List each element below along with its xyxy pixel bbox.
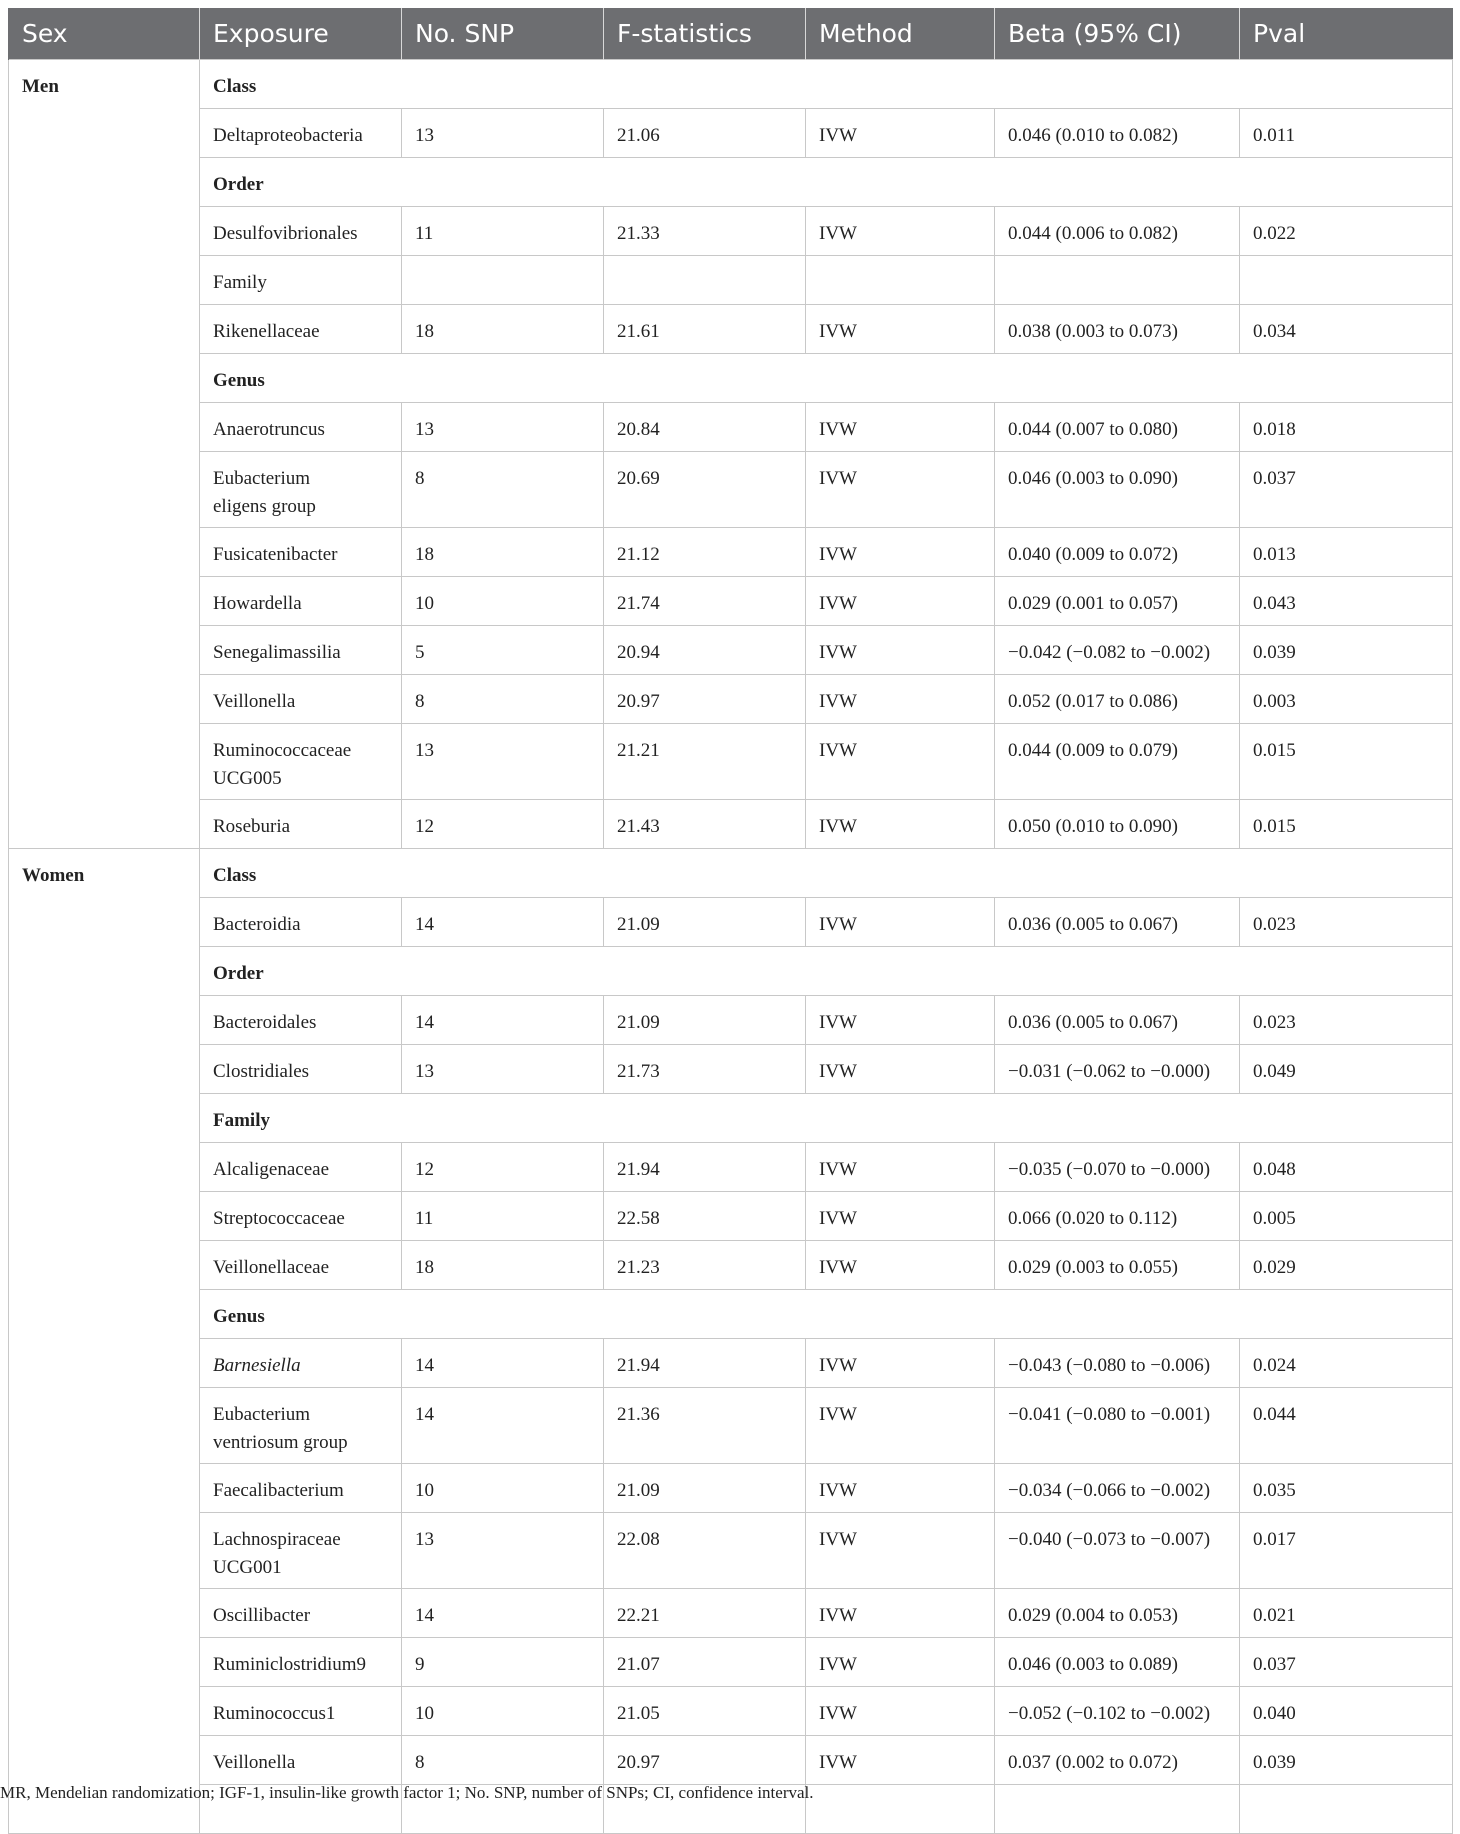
beta-cell: −0.052 (−0.102 to −0.002): [995, 1687, 1240, 1736]
exposure-cell: [200, 1388, 402, 1464]
beta-cell: 0.038 (0.003 to 0.073): [995, 305, 1240, 354]
pval-cell: [1240, 1785, 1453, 1834]
empty-cell: [995, 256, 1240, 305]
snp-cell: 13: [402, 403, 604, 452]
table-row: [9, 1736, 1453, 1785]
table-row: [9, 1388, 1453, 1464]
results-table-container: [8, 8, 1452, 1834]
pval-cell: 0.015: [1240, 800, 1453, 849]
method-cell: IVW: [806, 675, 995, 724]
exposure-cell: Anaerotruncus: [200, 403, 402, 452]
beta-cell: 0.046 (0.003 to 0.090): [995, 452, 1240, 528]
method-cell: IVW: [806, 724, 995, 800]
snp-cell: 8: [402, 1736, 604, 1785]
beta-cell: 0.040 (0.009 to 0.072): [995, 528, 1240, 577]
method-cell: IVW: [806, 1464, 995, 1513]
table-row: [9, 256, 1453, 305]
pval-cell: 0.005: [1240, 1192, 1453, 1241]
table-footnote: MR, Mendelian randomization; IGF-1, insulin-like growth factor 1; No. SNP, number of SNPs; CI, confidence interval.: [0, 1783, 814, 1802]
table-row: [9, 1045, 1453, 1094]
snp-cell: 8: [402, 675, 604, 724]
method-cell: [806, 1785, 995, 1834]
pval-cell: 0.023: [1240, 996, 1453, 1045]
header-no-snp: No. SNP: [402, 8, 604, 60]
exposure-line: eligens group: [213, 496, 316, 517]
beta-cell: 0.044 (0.007 to 0.080): [995, 403, 1240, 452]
beta-cell: 0.029 (0.004 to 0.053): [995, 1589, 1240, 1638]
beta-cell: [995, 1785, 1240, 1834]
exposure-cell: [200, 724, 402, 800]
exposure-cell: Barnesiella: [200, 1339, 402, 1388]
empty-cell: [806, 256, 995, 305]
method-cell: IVW: [806, 528, 995, 577]
beta-cell: 0.037 (0.002 to 0.072): [995, 1736, 1240, 1785]
f-stat-cell: 21.61: [604, 305, 806, 354]
exposure-line: Eubacterium: [213, 468, 311, 489]
table-row: [9, 1589, 1453, 1638]
exposure-line: UCG005: [213, 768, 282, 789]
group-heading: Genus: [200, 1290, 1453, 1339]
exposure-line: Ruminococcaceae: [213, 740, 352, 761]
exposure-line: Lachnospiraceae: [213, 1529, 341, 1550]
header-sex: Sex: [9, 8, 200, 60]
pval-cell: 0.043: [1240, 577, 1453, 626]
beta-cell: 0.029 (0.003 to 0.055): [995, 1241, 1240, 1290]
header-row: [9, 8, 1453, 60]
table-row: [9, 626, 1453, 675]
beta-cell: 0.044 (0.009 to 0.079): [995, 724, 1240, 800]
group-heading: Order: [200, 158, 1453, 207]
pval-cell: 0.003: [1240, 675, 1453, 724]
f-stat-cell: 21.06: [604, 109, 806, 158]
beta-cell: −0.043 (−0.080 to −0.006): [995, 1339, 1240, 1388]
exposure-cell: Ruminococcus1: [200, 1687, 402, 1736]
header-f-statistics: F-statistics: [604, 8, 806, 60]
exposure-cell: Deltaproteobacteria: [200, 109, 402, 158]
table-row: [9, 305, 1453, 354]
f-stat-cell: 21.74: [604, 577, 806, 626]
sex-cell-men: Men: [9, 60, 200, 849]
pval-cell: 0.044: [1240, 1388, 1453, 1464]
pval-cell: 0.029: [1240, 1241, 1453, 1290]
method-cell: IVW: [806, 800, 995, 849]
table-row: [9, 528, 1453, 577]
beta-cell: −0.035 (−0.070 to −0.000): [995, 1143, 1240, 1192]
exposure-cell: Ruminiclostridium9: [200, 1638, 402, 1687]
pval-cell: 0.022: [1240, 207, 1453, 256]
beta-cell: −0.041 (−0.080 to −0.001): [995, 1388, 1240, 1464]
exposure-cell: Roseburia: [200, 800, 402, 849]
f-stat-cell: 22.08: [604, 1513, 806, 1589]
snp-cell: 18: [402, 1241, 604, 1290]
exposure-cell: [200, 452, 402, 528]
exposure-line: ventriosum group: [213, 1432, 348, 1453]
snp-cell: 5: [402, 626, 604, 675]
beta-cell: −0.042 (−0.082 to −0.002): [995, 626, 1240, 675]
f-stat-cell: 21.21: [604, 724, 806, 800]
f-stat-cell: 20.94: [604, 626, 806, 675]
beta-cell: 0.046 (0.003 to 0.089): [995, 1638, 1240, 1687]
table-row: [9, 1687, 1453, 1736]
sex-cell-women: Women: [9, 849, 200, 1834]
group-heading: Class: [200, 60, 1453, 109]
beta-cell: 0.036 (0.005 to 0.067): [995, 898, 1240, 947]
table-row: [9, 1464, 1453, 1513]
table-row: [9, 1192, 1453, 1241]
snp-cell: 14: [402, 1589, 604, 1638]
method-cell: IVW: [806, 1045, 995, 1094]
pval-cell: 0.039: [1240, 626, 1453, 675]
f-stat-cell: 21.05: [604, 1687, 806, 1736]
f-stat-cell: 22.21: [604, 1589, 806, 1638]
beta-cell: 0.066 (0.020 to 0.112): [995, 1192, 1240, 1241]
table-row: [9, 1143, 1453, 1192]
snp-cell: 9: [402, 1638, 604, 1687]
snp-cell: 11: [402, 1192, 604, 1241]
method-cell: IVW: [806, 1589, 995, 1638]
snp-cell: 13: [402, 109, 604, 158]
table-row: [9, 800, 1453, 849]
f-stat-cell: 20.84: [604, 403, 806, 452]
pval-cell: 0.035: [1240, 1464, 1453, 1513]
f-stat-cell: 21.73: [604, 1045, 806, 1094]
header-pval: Pval: [1240, 8, 1453, 60]
empty-cell: [604, 256, 806, 305]
method-cell: IVW: [806, 207, 995, 256]
snp-cell: 10: [402, 1464, 604, 1513]
pval-cell: 0.023: [1240, 898, 1453, 947]
snp-cell: 18: [402, 528, 604, 577]
method-cell: IVW: [806, 403, 995, 452]
f-stat-cell: 21.09: [604, 1464, 806, 1513]
method-cell: IVW: [806, 1192, 995, 1241]
beta-cell: 0.036 (0.005 to 0.067): [995, 996, 1240, 1045]
table-row: [9, 1339, 1453, 1388]
exposure-cell: Bacteroidia: [200, 898, 402, 947]
f-stat-cell: 21.33: [604, 207, 806, 256]
header-exposure: Exposure: [200, 8, 402, 60]
mr-results-table: [8, 8, 1453, 1834]
exposure-cell: Howardella: [200, 577, 402, 626]
snp-cell: 14: [402, 898, 604, 947]
snp-cell: 11: [402, 207, 604, 256]
table-row: [9, 724, 1453, 800]
f-stat-cell: 21.23: [604, 1241, 806, 1290]
table-row: [9, 1513, 1453, 1589]
pval-cell: 0.024: [1240, 1339, 1453, 1388]
table-row: [9, 1290, 1453, 1339]
beta-cell: −0.031 (−0.062 to −0.000): [995, 1045, 1240, 1094]
table-row: [9, 1638, 1453, 1687]
pval-cell: 0.037: [1240, 452, 1453, 528]
snp-cell: 10: [402, 577, 604, 626]
pval-cell: 0.049: [1240, 1045, 1453, 1094]
group-heading: Family: [200, 256, 402, 305]
snp-cell: 13: [402, 724, 604, 800]
table-row: [9, 452, 1453, 528]
empty-cell: [402, 256, 604, 305]
exposure-cell: Veillonella: [200, 675, 402, 724]
exposure-cell: Rikenellaceae: [200, 305, 402, 354]
pval-cell: 0.034: [1240, 305, 1453, 354]
snp-cell: 14: [402, 1388, 604, 1464]
f-stat-cell: 21.43: [604, 800, 806, 849]
f-stat-cell: 21.36: [604, 1388, 806, 1464]
f-stat-cell: 20.97: [604, 1736, 806, 1785]
f-stat-cell: 21.09: [604, 898, 806, 947]
snp-cell: 13: [402, 1513, 604, 1589]
method-cell: IVW: [806, 1143, 995, 1192]
beta-cell: 0.052 (0.017 to 0.086): [995, 675, 1240, 724]
method-cell: IVW: [806, 1736, 995, 1785]
exposure-cell: Senegalimassilia: [200, 626, 402, 675]
group-heading: Class: [200, 849, 1453, 898]
method-cell: IVW: [806, 898, 995, 947]
header-method: Method: [806, 8, 995, 60]
beta-cell: 0.029 (0.001 to 0.057): [995, 577, 1240, 626]
method-cell: IVW: [806, 577, 995, 626]
exposure-cell: Fusicatenibacter: [200, 528, 402, 577]
beta-cell: 0.046 (0.010 to 0.082): [995, 109, 1240, 158]
pval-cell: 0.039: [1240, 1736, 1453, 1785]
f-stat-cell: 22.58: [604, 1192, 806, 1241]
snp-cell: 12: [402, 800, 604, 849]
method-cell: IVW: [806, 452, 995, 528]
table-row: [9, 996, 1453, 1045]
method-cell: IVW: [806, 1687, 995, 1736]
beta-cell: 0.050 (0.010 to 0.090): [995, 800, 1240, 849]
pval-cell: 0.017: [1240, 1513, 1453, 1589]
exposure-cell: Veillonella: [200, 1736, 402, 1785]
snp-cell: 12: [402, 1143, 604, 1192]
pval-cell: 0.021: [1240, 1589, 1453, 1638]
table-row: [9, 947, 1453, 996]
header-beta-ci: Beta (95% CI): [995, 8, 1240, 60]
exposure-cell: [200, 1513, 402, 1589]
group-heading: Order: [200, 947, 1453, 996]
method-cell: IVW: [806, 1241, 995, 1290]
beta-cell: 0.044 (0.006 to 0.082): [995, 207, 1240, 256]
method-cell: IVW: [806, 1513, 995, 1589]
table-row: [9, 849, 1453, 898]
snp-cell: 8: [402, 452, 604, 528]
exposure-cell: Faecalibacterium: [200, 1464, 402, 1513]
exposure-cell: Veillonellaceae: [200, 1241, 402, 1290]
f-stat-cell: 21.07: [604, 1638, 806, 1687]
snp-cell: 10: [402, 1687, 604, 1736]
f-stat-cell: 21.09: [604, 996, 806, 1045]
snp-cell: 14: [402, 996, 604, 1045]
table-row: [9, 60, 1453, 109]
group-heading: Genus: [200, 354, 1453, 403]
exposure-cell: Bacteroidales: [200, 996, 402, 1045]
method-cell: IVW: [806, 1638, 995, 1687]
f-stat-cell: 21.12: [604, 528, 806, 577]
group-heading: Family: [200, 1094, 1453, 1143]
table-row: [9, 109, 1453, 158]
f-stat-cell: 20.69: [604, 452, 806, 528]
pval-cell: 0.048: [1240, 1143, 1453, 1192]
exposure-cell: Oscillibacter: [200, 1589, 402, 1638]
empty-cell: [1240, 256, 1453, 305]
method-cell: IVW: [806, 1339, 995, 1388]
f-stat-cell: 20.97: [604, 675, 806, 724]
pval-cell: 0.015: [1240, 724, 1453, 800]
table-row: [9, 577, 1453, 626]
table-row: [9, 898, 1453, 947]
table-row: [9, 1094, 1453, 1143]
pval-cell: 0.011: [1240, 109, 1453, 158]
snp-cell: 18: [402, 305, 604, 354]
table-row: [9, 403, 1453, 452]
beta-cell: −0.040 (−0.073 to −0.007): [995, 1513, 1240, 1589]
f-stat-cell: 21.94: [604, 1143, 806, 1192]
pval-cell: 0.013: [1240, 528, 1453, 577]
table-row: [9, 158, 1453, 207]
exposure-cell: Alcaligenaceae: [200, 1143, 402, 1192]
method-cell: IVW: [806, 626, 995, 675]
pval-cell: 0.037: [1240, 1638, 1453, 1687]
exposure-line: Eubacterium: [213, 1404, 311, 1425]
exposure-cell: Desulfovibrionales: [200, 207, 402, 256]
beta-cell: −0.034 (−0.066 to −0.002): [995, 1464, 1240, 1513]
snp-cell: 14: [402, 1339, 604, 1388]
pval-cell: 0.040: [1240, 1687, 1453, 1736]
snp-cell: 13: [402, 1045, 604, 1094]
exposure-cell: Streptococcaceae: [200, 1192, 402, 1241]
method-cell: IVW: [806, 1388, 995, 1464]
method-cell: IVW: [806, 996, 995, 1045]
table-row: [9, 354, 1453, 403]
exposure-cell: Clostridiales: [200, 1045, 402, 1094]
table-row: [9, 675, 1453, 724]
f-stat-cell: 21.94: [604, 1339, 806, 1388]
method-cell: IVW: [806, 109, 995, 158]
exposure-line: UCG001: [213, 1557, 282, 1578]
pval-cell: 0.018: [1240, 403, 1453, 452]
table-row: [9, 207, 1453, 256]
method-cell: IVW: [806, 305, 995, 354]
table-row: [9, 1241, 1453, 1290]
